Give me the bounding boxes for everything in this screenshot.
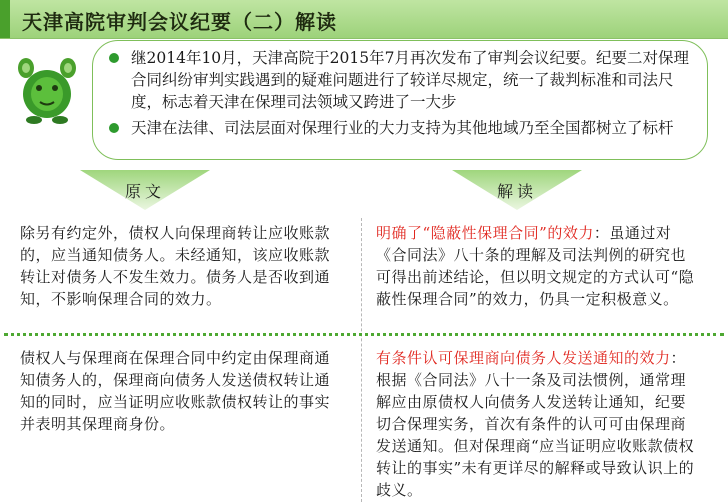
interpretation-2: [376, 347, 700, 501]
interpretation-text: ：虽通过对《合同法》八十条的理解及司法判例的研究也可得出前述结论，但以明文规定的方式认可“隐蔽性保理合同”的效力，仍具一定积极意义。: [376, 224, 695, 308]
bullet-dot-icon: [109, 53, 119, 63]
original-text-2: 债权人与保理商在保理合同中约定由保理商通知债务人的，保理商向债务人发送债权转让通知的同时，应当证明应收账款债权转让的事实并表明其保理商身份。: [20, 349, 331, 433]
summary-bullet-1: [109, 47, 699, 113]
mascot-icon: [12, 50, 82, 126]
summary-bullet-2: [109, 117, 699, 139]
column-divider: [361, 218, 362, 502]
row-divider: [4, 333, 724, 336]
title-bar: [0, 0, 728, 39]
page-title: 天津高院审判会议纪要（二）解读: [22, 10, 337, 34]
heading-original: [80, 170, 210, 210]
interpretation-1: [376, 222, 700, 310]
original-text-1: 除另有约定外，债权人向保理商转让应收账款的，应当通知债务人。未经通知，该应收账款转让对债务人不发生效力。债务人是否收到通知，不影响保理合同的效力。: [20, 224, 331, 308]
heading-interpretation: [452, 170, 582, 210]
highlight-text: 有条件认可保理商向债务人发送通知的效力: [376, 349, 671, 367]
summary-text: 继2014年10月，天津高院于2015年7月再次发布了审判会议纪要。纪要二对保理合同纠纷审判实践遇到的疑难问题进行了较详尽规定，统一了裁判标准和司法尺度，标志着天津在保理司法领域又跨进了一大步: [131, 49, 689, 111]
summary-bubble: [92, 40, 708, 160]
highlight-text: 明确了“隐蔽性保理合同”的效力: [376, 224, 594, 242]
summary-text: 天津在法律、司法层面对保理行业的大力支持为其他地域乃至全国都树立了标杆: [131, 119, 674, 137]
bullet-dot-icon: [109, 123, 119, 133]
heading-original-label: 原文: [124, 182, 165, 201]
interpretation-text: ：根据《合同法》八十一条及司法惯例，通常理解应由原债权人向债务人发送转让通知，纪要切合保理实务，首次有条件的认可可由保理商发送通知。但对保理商“应当证明应收账款债权转让的事实”未有更详尽的解释或导致认识上的歧义。: [376, 349, 695, 499]
heading-interpretation-label: 解读: [496, 182, 537, 201]
title-accent: [0, 0, 10, 38]
